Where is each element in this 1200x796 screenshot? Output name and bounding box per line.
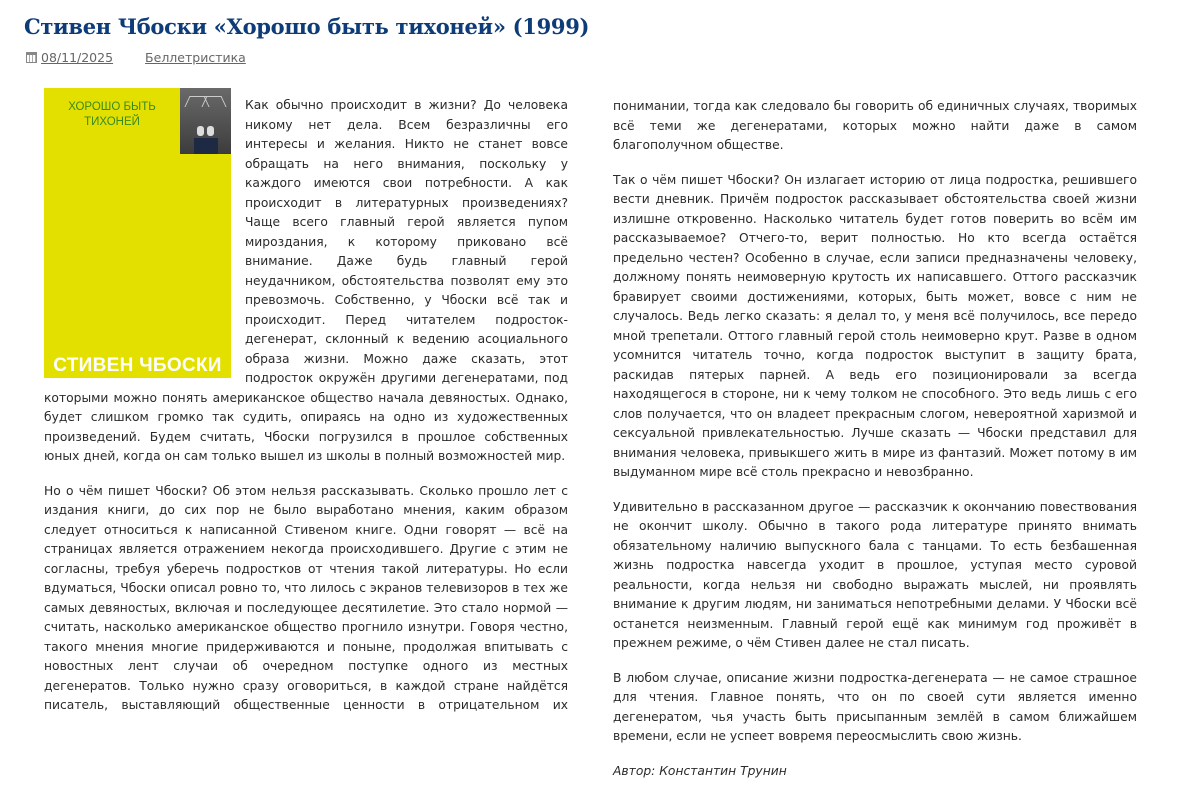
- arrow-icon: [203, 96, 226, 107]
- article-meta: [26, 50, 246, 65]
- category-link[interactable]: Беллетристика: [145, 50, 246, 65]
- paragraph: [44, 96, 568, 467]
- cover-author: СТИВЕН ЧБОСКИ: [53, 355, 222, 376]
- left-column: [44, 96, 568, 731]
- paragraph: Удивительно в рассказанном другое — рассказчик к окончанию повествования не окончит школу. Обычно в такого рода литературе принято внимать обязательному наличию выпускного бала с танцами. То есть безбашенная жизнь подростка навсегда уходит в прошлое, уступая место суровой реальности, когда нельзя ни свободно выражать мыслей, ни проявлять внимание к другим людям, ни заниматься непотребными делами. У Чбоски всё останется неизменным. Главный герой ещё как минимум год проживёт в прежнем режиме, о чём Стивен далее не стал писать.: [613, 499, 1137, 650]
- cover-title: ХОРОШО БЫТЬ ТИХОНЕЙ: [68, 101, 156, 128]
- date-link[interactable]: 08/11/2025: [41, 50, 114, 65]
- book-cover-image: [44, 88, 231, 378]
- paragraph: Но о чём пишет Чбоски? Об этом нельзя рассказывать. Сколько прошло лет с издания книги, до сих пор не было выработано мнения, каким образом следует относиться к написанной Стивеном книге. Одни говорят — всё на страницах является отражением некогда происходившего. Другие с этим не согласны, требуя уберечь подростков от чтения такой литературы. Но если вдуматься, Чбоски описал ровно то, что лилось с экранов телевизоров в тех же самых девяностых, включая и последующее десятилетие. Это стало нормой — считать, насколько американское общество прогнило изнутри. Говоря честно, такого мнения многие придерживаются и поныне, продолжая впитывать с новостных лент случаи об очередном поступке одного из местных дегенератов. Только нужно сразу оговориться, в каждой стране найдётся писатель, выставляющий общественные ценности в отрицательном их: [44, 483, 568, 712]
- paragraph: В любом случае, описание жизни подростка-дегенерата — не самое страшное для чтения. Главное понять, что он по своей сути является именно дегенератом, чья участь быть присыпанным землёй в самом ближайшем времени, если не успеет вовремя переосмыслить свою жизнь.: [613, 670, 1137, 743]
- author-signature: Автор: Константин Трунин: [613, 763, 787, 778]
- right-column: [613, 97, 1137, 796]
- shoe-icon: [197, 126, 204, 136]
- article-title: Стивен Чбоски «Хорошо быть тихоней» (1999): [24, 14, 590, 39]
- paragraph-text: Как обычно происходит в жизни? До человека никому нет дела. Всем безразличны его интересы и желания. Никто не станет вовсе обращать на него внимания, поскольку у каждого имеются свои потребности. А как происходит в литературных произведениях? Чаще всего главный герой является пупом мироздания, к которому приковано всё внимание. Даже будь главный герой неудачником, обстоятельства позволят ему это превозмочь. Собственно, у Чбоски всё так и происходит. Перед читателем подросток-дегенерат, склонный к ведению асоциального образа жизни. Можно даже сказать, этот подросток окружён другими дегенератами, под которыми можно понять американское общество начала девяностых. Однако, будет слишком громко так судить, опираясь на одно из художественных произведений. Будем считать, Чбоски погрузился в прошлое собственных юных дней, когда он сам только вышел из школы в полный возможностей мир.: [44, 98, 568, 463]
- shoe-icon: [207, 126, 214, 136]
- legs-shape: [194, 138, 218, 154]
- paragraph: Так о чём пишет Чбоски? Он излагает историю от лица подростка, решившего вести дневник. Причём подросток рассказывает обстоятельства своей жизни излишне откровенно. Насколько читатель будет готов поверить во всём им рассказываемое? Отчего-то, верит полностью. Но кто всегда остаётся предельно честен? Особенно в случае, если записи предназначены человеку, должному понять неимоверную крутость их написавшего. Оттого рассказчик бравирует своими достижениями, которых, быть может, вовсе с ним не случалось. Ведь легко сказать: я делал то, у меня всё получилось, все передо мной трепетали. Оттого главный герой столь неимоверно крут. Разве в одном усомнится читатель точно, когда подросток выступит в защиту брата, раскидав пятерых парней. А ведь его позиционировали за всегда находящегося в стороне, ни к чему толком не способного. Это ведь лишь с его слов получается, что он владеет прекрасным слогом, невероятной харизмой и сексуальной привлекательностью. Лучше сказать — Чбоски представил для внимания человека, привыкшего жить в мире из фантазий. Может потому в им выдуманном мире всё столь прекрасно и невозбранно.: [613, 172, 1137, 479]
- calendar-icon: [26, 52, 37, 63]
- cover-photo: [180, 88, 231, 154]
- paragraph: понимании, тогда как следовало бы говорить об единичных случаях, творимых всё теми же дегенератами, которых можно найти даже в самом благополучном обществе.: [613, 99, 1137, 152]
